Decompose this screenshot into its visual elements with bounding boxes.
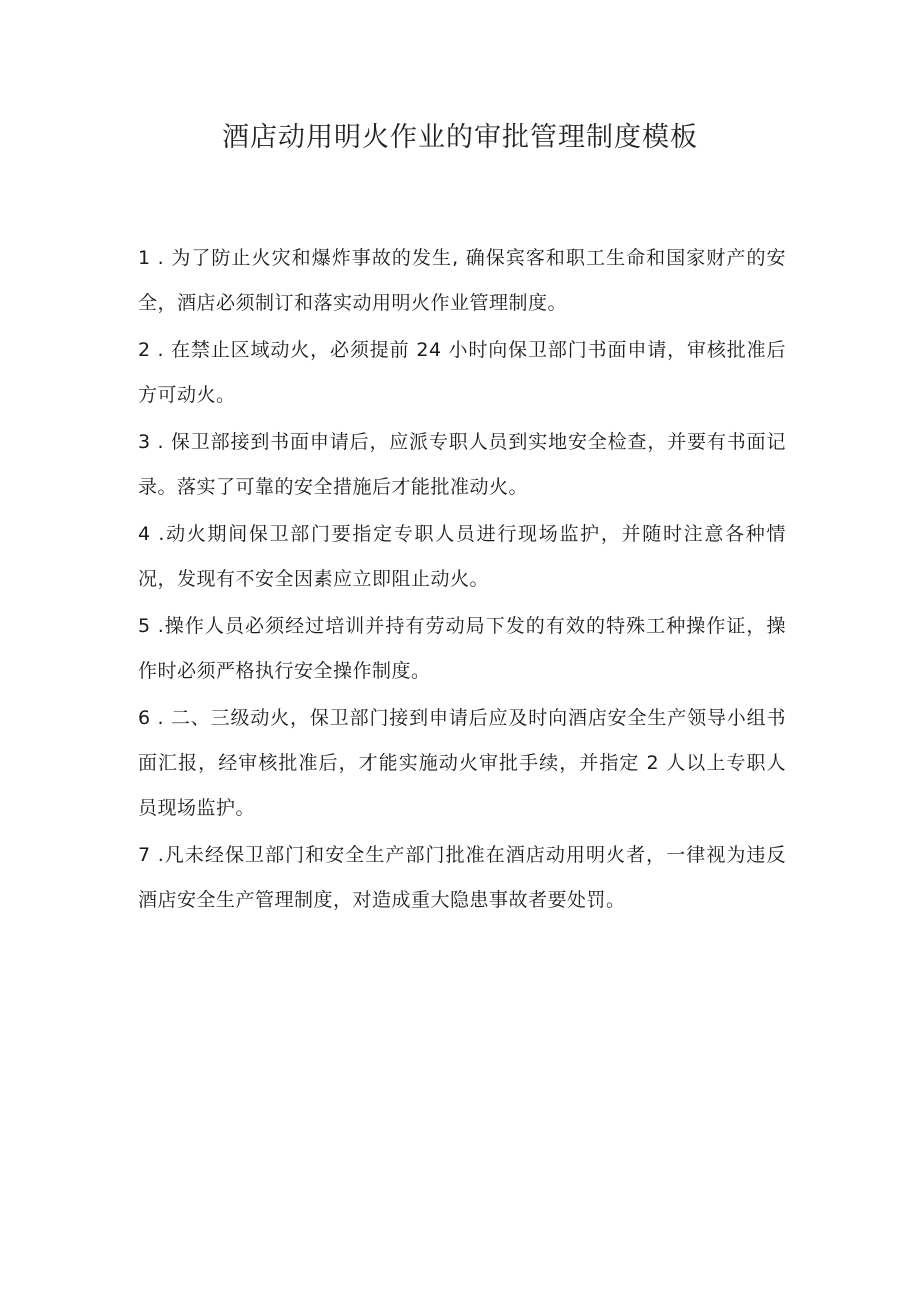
item-text: . 在禁止区域动火，必须提前 24 小时向保卫部门书面申请，审核批准后方可动火。: [138, 339, 786, 406]
item-number: 6: [138, 707, 151, 729]
item-number: 5: [138, 615, 151, 637]
item-text: .动火期间保卫部门要指定专职人员进行现场监护，并随时注意各种情况，发现有不安全因素应立即阻止动火。: [138, 523, 786, 590]
document-title: 酒店动用明火作业的审批管理制度模板: [222, 122, 698, 153]
list-item: [138, 512, 786, 602]
item-number: 7: [138, 844, 151, 866]
list-item: [138, 696, 786, 831]
item-text: . 为了防止火灾和爆炸事故的发生, 确保宾客和职工生命和国家财产的安全，酒店必须制订和落实动用明火作业管理制度。: [138, 247, 786, 314]
item-number: 1: [138, 247, 151, 269]
item-number: 2: [138, 339, 151, 361]
list-item: [138, 833, 786, 923]
item-text: . 二、三级动火，保卫部门接到申请后应及时向酒店安全生产领导小组书面汇报，经审核批准后，才能实施动火审批手续，并指定 2 人以上专职人员现场监护。: [138, 707, 786, 819]
item-text: .凡未经保卫部门和安全生产部门批准在酒店动用明火者，一律视为违反酒店安全生产管理制度，对造成重大隐患事故者要处罚。: [138, 844, 786, 911]
item-number: 4: [138, 523, 151, 545]
list-item: [138, 420, 786, 510]
document-body: [138, 236, 786, 925]
list-item: [138, 236, 786, 326]
item-text: .操作人员必须经过培训并持有劳动局下发的有效的特殊工种操作证，操作时必须严格执行安全操作制度。: [138, 615, 786, 682]
list-item: [138, 604, 786, 694]
list-item: [138, 328, 786, 418]
item-text: . 保卫部接到书面申请后，应派专职人员到实地安全检查，并要有书面记录。落实了可靠的安全措施后才能批准动火。: [138, 431, 786, 498]
item-number: 3: [138, 431, 151, 453]
